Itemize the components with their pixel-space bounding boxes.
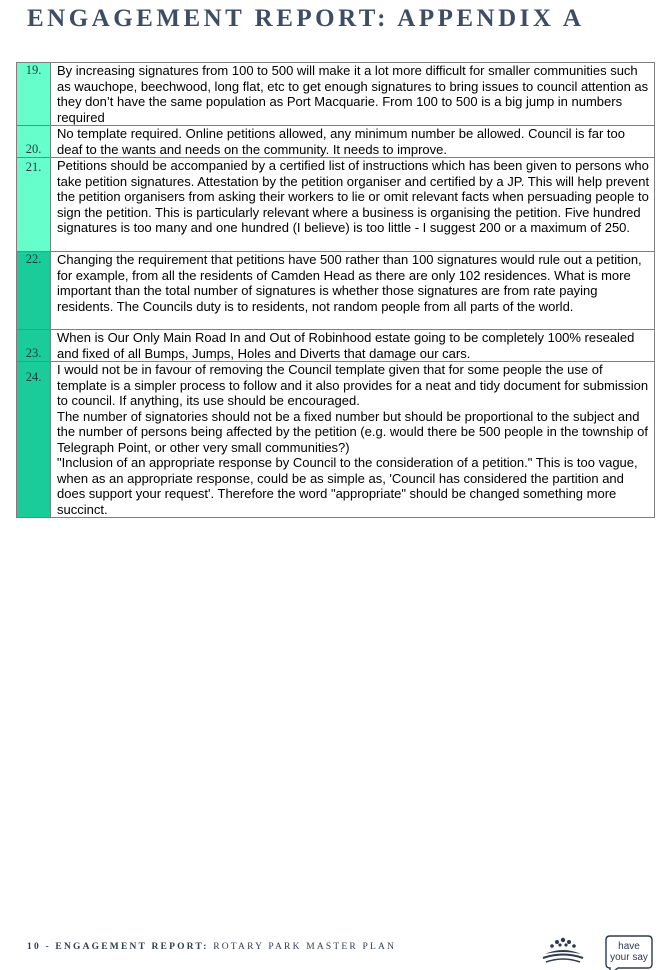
badge-line-2: your say <box>610 952 648 963</box>
row-number: 24. <box>17 362 51 518</box>
response-text: No template required. Online petitions allowed, any minimum number be allowed. Council is far too deaf to the wants and needs on the community. It needs to improve. <box>51 126 655 158</box>
table-row <box>17 252 655 330</box>
row-number: 21. <box>17 158 51 252</box>
response-text: Petitions should be accompanied by a certified list of instructions which has been given to persons who take petition signatures. Attestation by the petition organiser and certified by a JP. This will help prevent the petition organisers from asking their workers to lie or omit relevant facts when persuading people to sign the petition. This is particularly relevant where a business is organising the petition. Five hundred signatures is too many and one hundred (I believe) is too little - I suggest 200 or a maximum of 250. <box>51 158 655 252</box>
response-text: Changing the requirement that petitions have 500 rather than 100 signatures would rule out a petition, for example, from all the residents of Camden Head as there are only 102 residences. What is more important than the total number of signatures is whether those signatures are from rate paying residents. The Councils duty is to residents, not random people from all parts of the world. <box>51 252 655 330</box>
response-text: I would not be in favour of removing the Council template given that for some people the use of template is a simpler process to follow and it also provides for a neat and tidy document for submission to council. If anything, its use should be encouraged. The number of signatories should not be a fixed number but should be proportional to the subject and the number of persons being affected by the petition (e.g. would there be 500 people in the township of Telegraph Point, or other very small communities?) "Inclusion of an appropriate response by Council to the consideration of a petition." This is too vague, when as an appropriate response, could be as simple as, 'Council has considered the partition and does support your request'. Therefore the word "appropriate" should be changed something more succinct. <box>51 362 655 518</box>
table-row <box>17 63 655 126</box>
page-footer <box>27 942 396 952</box>
footer-report-label: ENGAGEMENT REPORT: <box>55 942 214 952</box>
row-number: 22. <box>17 252 51 330</box>
row-number: 20. <box>17 126 51 158</box>
row-number: 19. <box>17 63 51 126</box>
table-row <box>17 158 655 252</box>
page-title: ENGAGEMENT REPORT: APPENDIX A <box>27 5 585 32</box>
footer-project-label: ROTARY PARK MASTER PLAN <box>213 942 397 952</box>
row-number: 23. <box>17 330 51 362</box>
have-your-say-text <box>604 941 654 963</box>
badge-line-1: have <box>618 941 640 952</box>
responses-table <box>16 62 655 518</box>
page-number: 10 - <box>27 942 56 952</box>
table-row <box>17 330 655 362</box>
response-text: By increasing signatures from 100 to 500 will make it a lot more difficult for smaller communities such as wauchope, beechwood, long flat, etc to get enough signatures to bring issues to council attention as they don’t have the same population as Port Macquarie. From 100 to 500 is a big jump in numbers required <box>51 63 655 126</box>
response-text: When is Our Only Main Road In and Out of Robinhood estate going to be completely 100% resealed and fixed of all Bumps, Jumps, Holes and Diverts that damage our cars. <box>51 330 655 362</box>
table-row <box>17 362 655 518</box>
port-macquarie-logo <box>537 934 589 970</box>
table-row <box>17 126 655 158</box>
